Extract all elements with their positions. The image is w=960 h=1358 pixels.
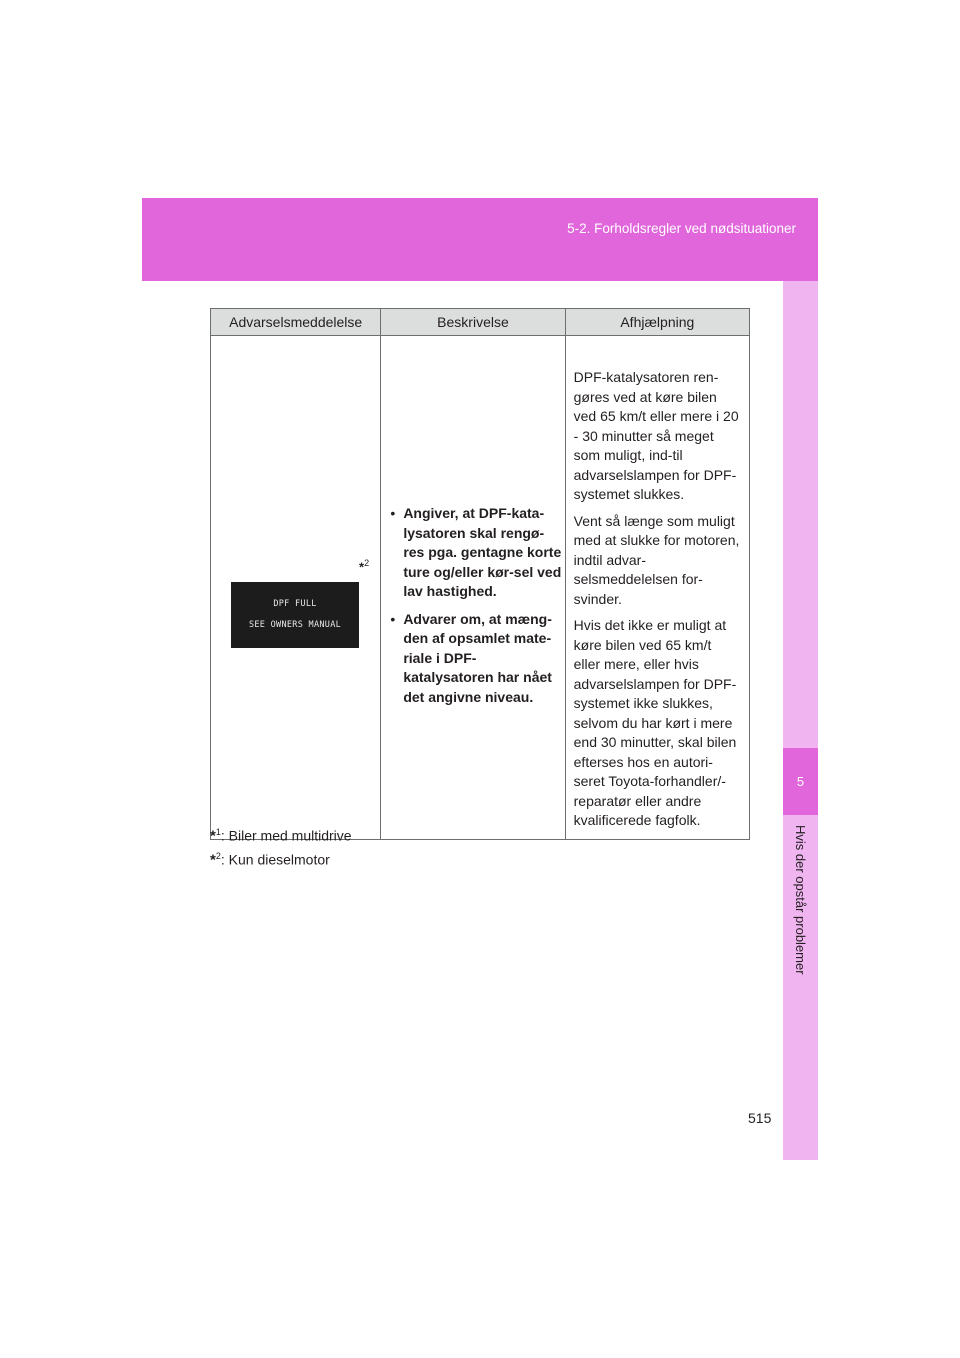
chapter-title: Hvis der opstår problemer	[793, 825, 808, 975]
footnote-1: *$^1$: Biler med multidrive	[210, 827, 352, 845]
side-tab-upper	[783, 281, 818, 748]
multi-info-display-image	[231, 582, 359, 648]
section-title: 5-2. Forholdsregler ved nødsituationer	[567, 221, 796, 236]
chapter-title-tab	[783, 825, 818, 1155]
side-tab-lower	[783, 815, 818, 1160]
table-row	[211, 336, 750, 840]
remedy-paragraph: DPF-katalysatoren ren-gøres ved at køre bilen ved 65 km/t eller mere i 20 - 30 minutter så meget som muligt, ind-til advarselslampen for DPF-systemet slukkes.	[573, 369, 739, 502]
table-header-row	[211, 309, 750, 336]
footnote-2: *$^2$: Kun dieselmotor	[210, 851, 330, 869]
page-number: 515	[748, 1110, 772, 1126]
column-header-message: Advarselsmeddelelse	[211, 309, 381, 336]
message-cell	[211, 336, 381, 840]
list-item: • Advarer om, at mæng-den af opsamlet mate-riale i DPF-katalysatoren har nået det angivne niveau.	[390, 610, 552, 705]
description-list	[390, 504, 564, 715]
display-line-1: DPF FULL	[273, 599, 317, 609]
chapter-number-tab: 5	[783, 748, 818, 815]
footnote-reference: *$^2$	[359, 558, 370, 575]
column-header-description: Beskrivelse	[381, 309, 565, 336]
remedy-cell	[565, 336, 749, 840]
description-cell	[381, 336, 565, 840]
warning-table	[210, 308, 750, 840]
remedy-paragraph: Hvis det ikke er muligt at køre bilen ved 65 km/t eller mere, eller hvis advarselslampen for DPF-systemet ikke slukkes, selvom du har kørt i mere end 30 minutter, skal bilen efterses hos en autori-seret Toyota-forhandler/-reparatør eller andre kvalificerede fagfolk.	[573, 617, 737, 828]
remedy-paragraph: Vent så længe som muligt med at slukke for motoren, indtil advar-selsmeddelelsen for-svinder.	[573, 512, 740, 607]
display-line-2: SEE OWNERS MANUAL	[248, 620, 342, 630]
section-header-band	[142, 198, 818, 281]
list-item: • Angiver, at DPF-kata-lysatoren skal rengø-res pga. gentagne korte ture og/eller kør-sel ved lav hastighed.	[390, 505, 562, 599]
column-header-remedy: Afhjælpning	[565, 309, 749, 336]
